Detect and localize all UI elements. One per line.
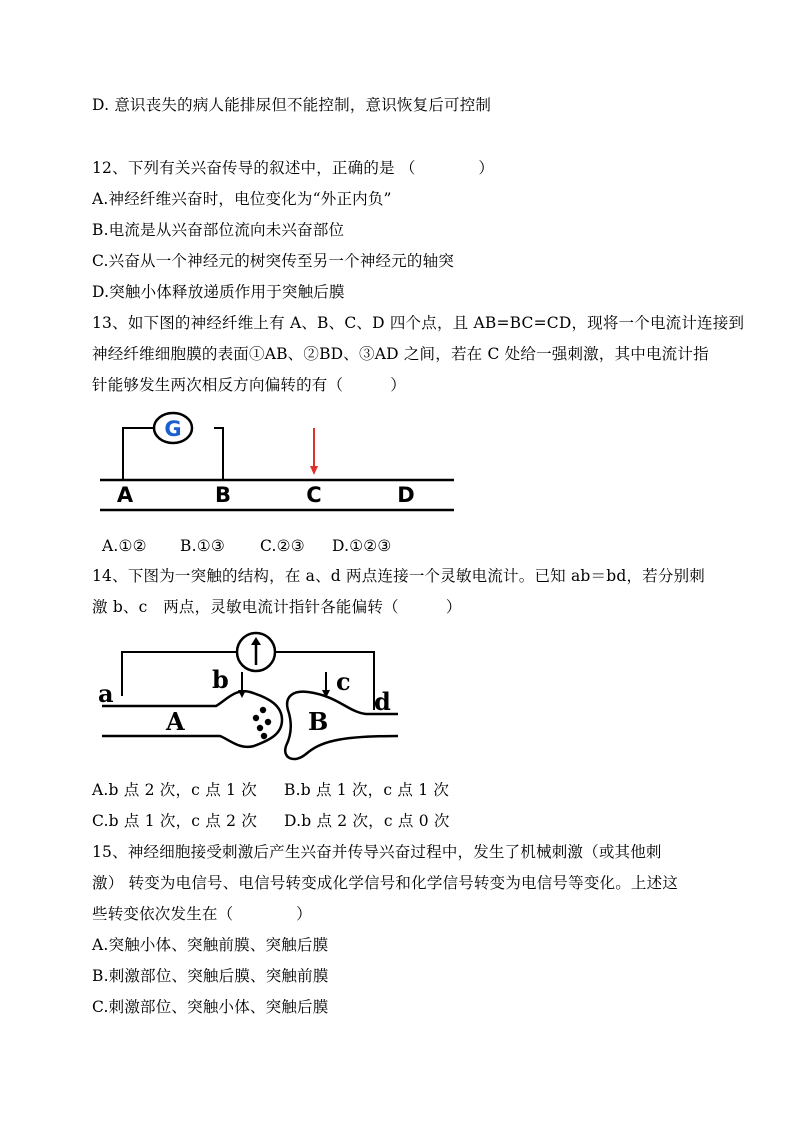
q15-option-c: C.刺激部位、突触小体、突触后膜 — [92, 998, 329, 1016]
point-c-label: C — [306, 483, 322, 507]
point-a-label: A — [116, 483, 134, 507]
point-a-label: a — [98, 679, 114, 708]
q13-stem-line-2: 神经纤维细胞膜的表面①AB、②BD、③AD 之间，若在 C 处给一强刺激，其中电流计指 — [92, 345, 709, 363]
q12-stem: 12、下列有关兴奋传导的叙述中，正确的是 （ ） — [92, 159, 495, 177]
q15-option-b: B.刺激部位、突触后膜、突触前膜 — [92, 967, 329, 985]
q13-option-b: B.①③ — [180, 537, 225, 555]
galvanometer-label: G — [164, 417, 182, 441]
q12-option-c: C.兴奋从一个神经元的树突传至另一个神经元的轴突 — [92, 252, 455, 270]
meter-wire-a — [123, 428, 154, 481]
q11-option-d: D. 意识丧失的病人能排尿但不能控制，意识恢复后可控制 — [92, 96, 492, 114]
q15-stem-line-2: 激） 转变为电信号、电信号转变成化学信号和化学信号转变为电信号等变化。上述这 — [92, 874, 679, 892]
q14-option-d: D.b 点 2 次，c 点 0 次 — [284, 812, 450, 830]
neuron-a-label: A — [166, 707, 185, 736]
point-b-label: B — [214, 483, 232, 507]
q15-stem-line-1: 15、神经细胞接受刺激后产生兴奋并传导兴奋过程中，发生了机械刺激（或其他刺 — [92, 843, 662, 861]
point-d-label: d — [374, 687, 391, 716]
meter-wire-b — [214, 428, 223, 481]
point-d-label: D — [397, 483, 415, 507]
q14-stem-line-1: 14、下图为一突触的结构，在 a、d 两点连接一个灵敏电流计。已知 ab＝bd，若分别刺 — [92, 567, 705, 585]
q14-option-a: A.b 点 2 次，c 点 1 次 — [92, 781, 257, 799]
vesicle — [257, 725, 263, 731]
stimulus-arrowhead — [310, 466, 318, 475]
vesicle — [261, 733, 267, 739]
q13-option-d: D.①②③ — [332, 537, 392, 555]
point-c-label: c — [336, 667, 351, 696]
q13-option-a: A.①② — [102, 537, 147, 555]
point-b-label: b — [212, 665, 229, 694]
q14-stem-line-2: 激 b、c 两点，灵敏电流计指针各能偏转（ ） — [92, 598, 462, 616]
vesicle — [260, 707, 266, 713]
q12-option-b: B.电流是从兴奋部位流向未兴奋部位 — [92, 221, 345, 239]
q15-stem-line-3: 些转变依次发生在（ ） — [92, 905, 312, 923]
q13-option-c: C.②③ — [260, 537, 305, 555]
neuron-b-label: B — [308, 707, 329, 736]
q14-option-c: C.b 点 1 次，c 点 2 次 — [92, 812, 258, 830]
q14-option-b: B.b 点 1 次，c 点 1 次 — [284, 781, 450, 799]
vesicle — [253, 715, 259, 721]
q12-option-d: D.突触小体释放递质作用于突触后膜 — [92, 283, 345, 301]
synapse-figure — [98, 630, 408, 770]
q12-option-a: A.神经纤维兴奋时，电位变化为“外正内负” — [92, 190, 392, 208]
vesicle — [265, 719, 271, 725]
q13-stem-line-1: 13、如下图的神经纤维上有 A、B、C、D 四个点，且 AB=BC=CD，现将一个电流计连接到 — [92, 314, 745, 332]
nerve-fiber-figure — [96, 408, 460, 514]
q13-stem-line-3: 针能够发生两次相反方向偏转的有（ ） — [92, 376, 407, 394]
q15-option-a: A.突触小体、突触前膜、突触后膜 — [92, 936, 329, 954]
